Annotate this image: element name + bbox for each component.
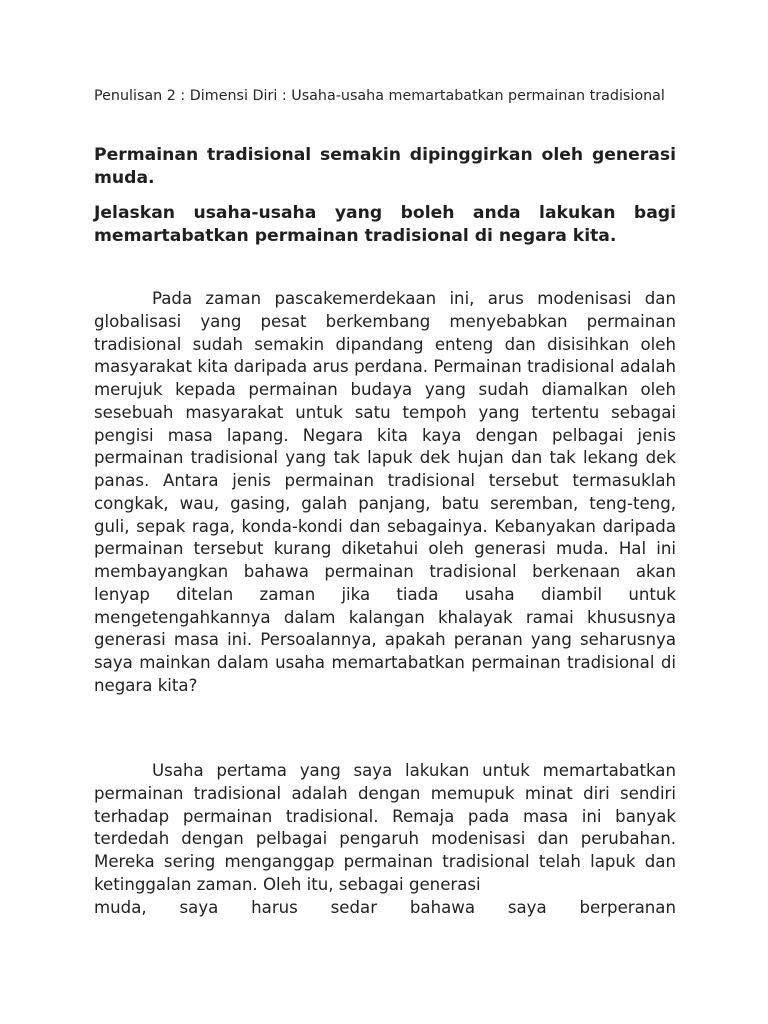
essay-question-prompt: Jelaskan usaha-usaha yang boleh anda lakukan bagi memartabatkan permainan tradisional di negara kita.: [94, 203, 676, 246]
introduction-paragraph: Pada zaman pascakemerdekaan ini, arus modenisasi dan globalisasi yang pesat berkembang menyebabkan permainan tradisional sudah semakin dipandang enteng dan disisihkan oleh masyarakat kita daripada arus perdana. Permainan tradisional adalah merujuk kepada permainan budaya yang sudah diamalkan oleh sesebuah masyarakat untuk satu tempoh yang tertentu sebagai pengisi masa lapang. Negara kita kaya dengan pelbagai jenis permainan tradisional yang tak lapuk dek hujan dan tak lekang dek panas. Antara jenis permainan tradisional tersebut termasuklah congkak, wau, gasing, galah panjang, batu seremban, teng-teng, guli, sepak raga, konda-kondi dan sebagainya. Kebanyakan daripada permainan tersebut kurang diketahui oleh generasi muda. Hal ini membayangkan bahawa permainan tradisional berkenaan akan lenyap ditelan zaman jika tiada usaha diambil untuk mengetengahkannya dalam kalangan khalayak ramai khususnya generasi masa ini. Persoalannya, apakah peranan yang seharusnya saya mainkan dalam usaha memartabatkan permainan tradisional di negara kita?: [94, 289, 676, 695]
body-paragraph-1: [94, 760, 676, 919]
essay-question-statement: Permainan tradisional semakin dipinggirkan oleh generasi muda.: [94, 145, 676, 188]
document-header: Penulisan 2 : Dimensi Diri : Usaha-usaha memartabatkan permainan tradisional: [94, 88, 665, 104]
body-paragraph-1-last-line: muda, saya harus sedar bahawa saya berperanan: [94, 897, 676, 917]
body-paragraph-1-text: Usaha pertama yang saya lakukan untuk memartabatkan permainan tradisional adalah dengan memupuk minat diri sendiri terhadap permainan tradisional. Remaja pada masa ini banyak terdedah dengan pelbagai pengaruh modenisasi dan perubahan. Mereka sering menganggap permainan tradisional telah lapuk dan ketinggalan zaman. Oleh itu, sebagai generasi: [94, 761, 676, 894]
